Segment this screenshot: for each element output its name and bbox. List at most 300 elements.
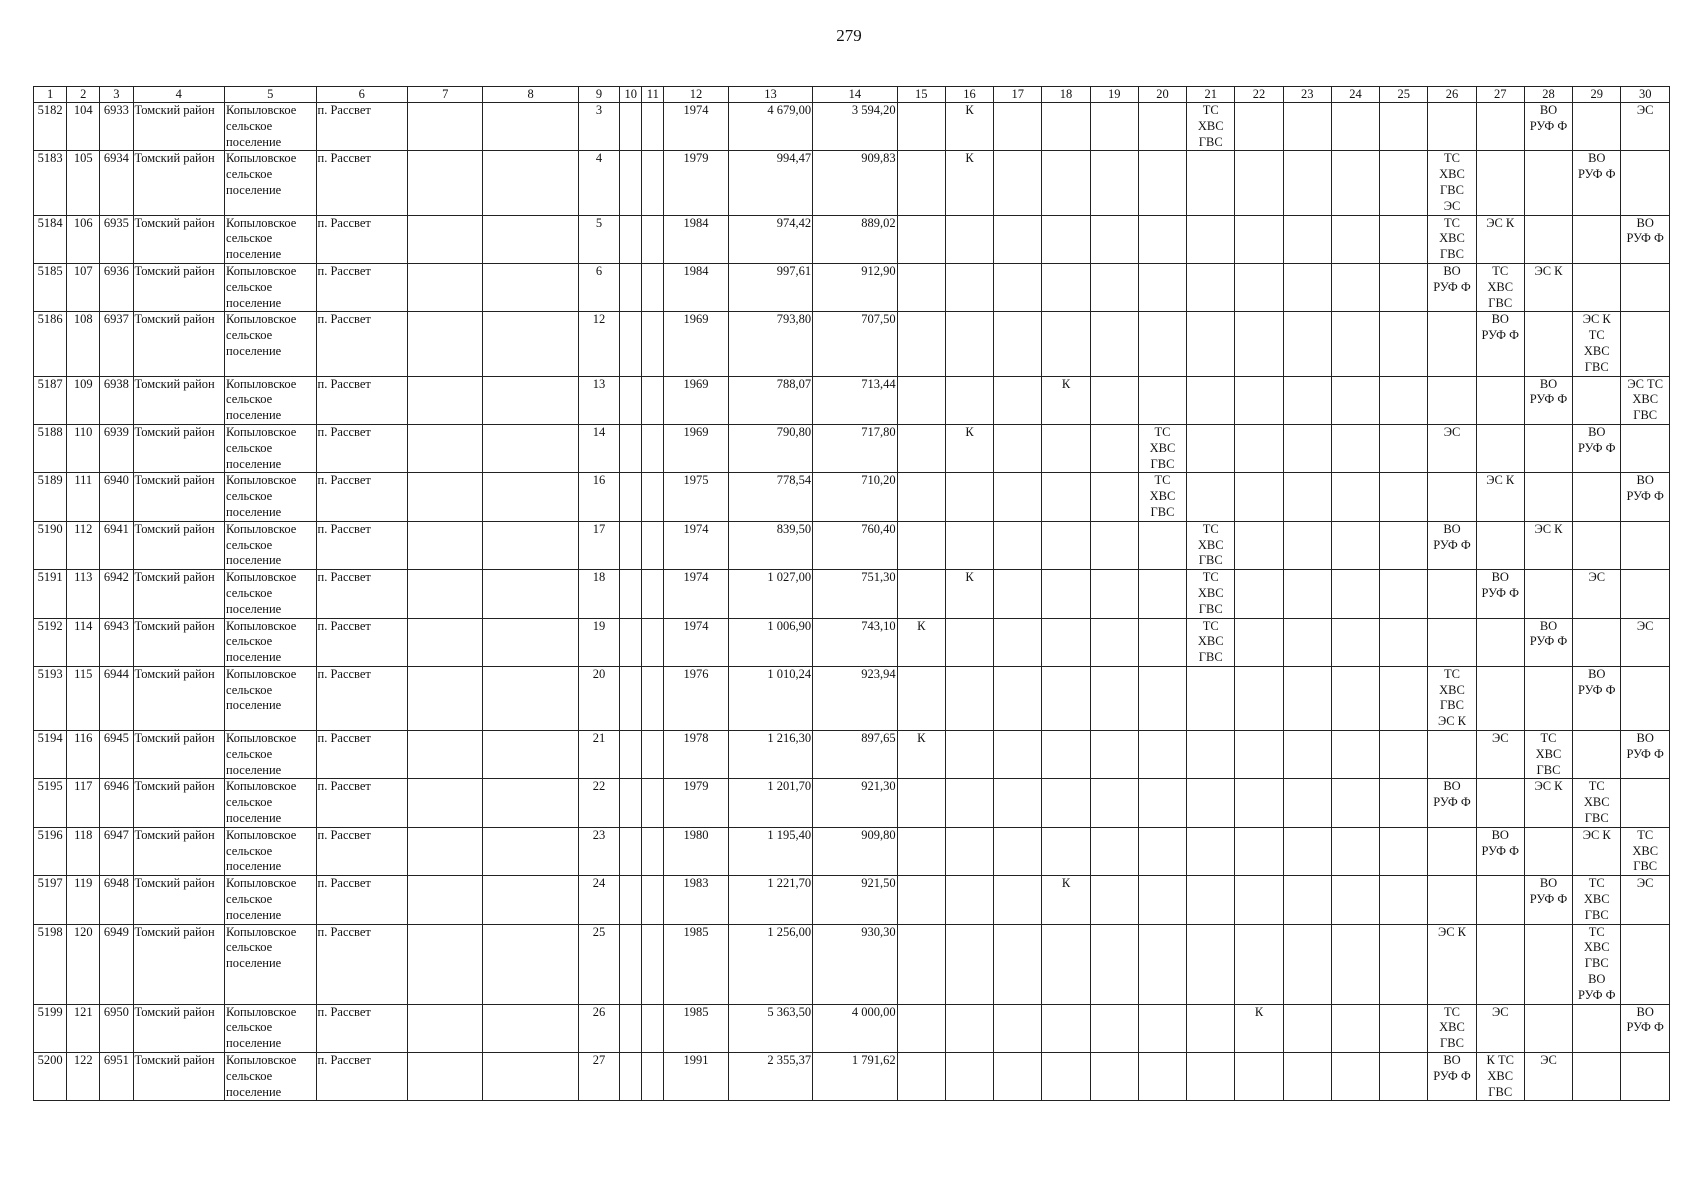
living-area-cell: 1 791,62 bbox=[813, 1053, 897, 1101]
work-col-27-cell bbox=[1476, 924, 1524, 1004]
work-col-18-cell bbox=[1042, 103, 1090, 151]
living-area-cell: 743,10 bbox=[813, 618, 897, 666]
column-header-17: 17 bbox=[994, 87, 1042, 103]
work-col-15-cell bbox=[897, 570, 945, 618]
work-col-24-cell bbox=[1331, 779, 1379, 827]
col-8-cell bbox=[483, 1004, 579, 1052]
work-col-17-cell bbox=[994, 779, 1042, 827]
table-body bbox=[34, 103, 1670, 1101]
record-number: 5196 bbox=[34, 827, 67, 875]
work-col-23-cell bbox=[1283, 424, 1331, 472]
col-7-cell bbox=[408, 215, 483, 263]
work-col-22-cell bbox=[1235, 731, 1283, 779]
work-col-27-cell bbox=[1476, 151, 1524, 215]
work-col-16-cell bbox=[945, 376, 993, 424]
work-col-18-cell: К bbox=[1042, 876, 1090, 924]
col-8-cell bbox=[483, 521, 579, 569]
column-header-23: 23 bbox=[1283, 87, 1331, 103]
local-number: 116 bbox=[67, 731, 100, 779]
work-col-22-cell bbox=[1235, 666, 1283, 730]
locality-cell: п. Рассвет bbox=[316, 103, 408, 151]
locality-cell: п. Рассвет bbox=[316, 779, 408, 827]
col-7-cell bbox=[408, 570, 483, 618]
work-col-17-cell bbox=[994, 876, 1042, 924]
work-col-16-cell: К bbox=[945, 103, 993, 151]
col-8-cell bbox=[483, 473, 579, 521]
work-col-29-cell: ЭС bbox=[1573, 570, 1621, 618]
work-col-20-cell bbox=[1138, 1004, 1186, 1052]
work-col-23-cell bbox=[1283, 263, 1331, 311]
work-col-19-cell bbox=[1090, 424, 1138, 472]
registry-number: 6946 bbox=[100, 779, 133, 827]
record-number: 5197 bbox=[34, 876, 67, 924]
work-col-28-cell bbox=[1524, 1004, 1572, 1052]
col-10-cell bbox=[620, 473, 642, 521]
local-number: 119 bbox=[67, 876, 100, 924]
local-number: 122 bbox=[67, 1053, 100, 1101]
work-col-30-cell bbox=[1621, 666, 1670, 730]
registry-number: 6945 bbox=[100, 731, 133, 779]
work-col-30-cell bbox=[1621, 151, 1670, 215]
work-col-25-cell bbox=[1380, 731, 1428, 779]
work-col-25-cell bbox=[1380, 424, 1428, 472]
work-col-21-cell: ТС ХВС ГВС bbox=[1187, 521, 1235, 569]
registry-number: 6943 bbox=[100, 618, 133, 666]
col-8-cell bbox=[483, 1053, 579, 1101]
col-7-cell bbox=[408, 1004, 483, 1052]
work-col-26-cell: ВО РУФ Ф bbox=[1428, 1053, 1476, 1101]
district-cell: Томский район bbox=[133, 1053, 225, 1101]
work-col-26-cell: ТС ХВС ГВС ЭС К bbox=[1428, 666, 1476, 730]
work-col-17-cell bbox=[994, 731, 1042, 779]
work-col-22-cell bbox=[1235, 376, 1283, 424]
work-col-16-cell bbox=[945, 779, 993, 827]
work-col-22-cell bbox=[1235, 424, 1283, 472]
work-col-25-cell bbox=[1380, 376, 1428, 424]
work-col-18-cell bbox=[1042, 312, 1090, 376]
locality-cell: п. Рассвет bbox=[316, 876, 408, 924]
work-col-21-cell bbox=[1187, 876, 1235, 924]
table-row bbox=[34, 151, 1670, 215]
registry-number: 6948 bbox=[100, 876, 133, 924]
work-col-20-cell bbox=[1138, 924, 1186, 1004]
work-col-29-cell: ТС ХВС ГВС ВО РУФ Ф bbox=[1573, 924, 1621, 1004]
work-col-22-cell bbox=[1235, 263, 1283, 311]
work-col-23-cell bbox=[1283, 666, 1331, 730]
work-col-27-cell bbox=[1476, 779, 1524, 827]
col-11-cell bbox=[642, 570, 664, 618]
column-header-2: 2 bbox=[67, 87, 100, 103]
work-col-23-cell bbox=[1283, 618, 1331, 666]
record-number: 5191 bbox=[34, 570, 67, 618]
col-7-cell bbox=[408, 731, 483, 779]
work-col-17-cell bbox=[994, 618, 1042, 666]
work-col-21-cell bbox=[1187, 1053, 1235, 1101]
work-col-20-cell bbox=[1138, 103, 1186, 151]
work-col-25-cell bbox=[1380, 151, 1428, 215]
work-col-15-cell bbox=[897, 779, 945, 827]
table-row bbox=[34, 1053, 1670, 1101]
registry-number: 6933 bbox=[100, 103, 133, 151]
work-col-26-cell: ВО РУФ Ф bbox=[1428, 779, 1476, 827]
col-11-cell bbox=[642, 876, 664, 924]
work-col-24-cell bbox=[1331, 376, 1379, 424]
work-col-19-cell bbox=[1090, 103, 1138, 151]
work-col-29-cell bbox=[1573, 263, 1621, 311]
col-8-cell bbox=[483, 924, 579, 1004]
settlement-cell: Копыловское сельское поселение bbox=[225, 376, 317, 424]
record-number: 5185 bbox=[34, 263, 67, 311]
house-number-cell: 27 bbox=[578, 1053, 619, 1101]
locality-cell: п. Рассвет bbox=[316, 1053, 408, 1101]
work-col-19-cell bbox=[1090, 731, 1138, 779]
work-col-29-cell: ВО РУФ Ф bbox=[1573, 151, 1621, 215]
locality-cell: п. Рассвет bbox=[316, 827, 408, 875]
work-col-18-cell bbox=[1042, 473, 1090, 521]
house-number-cell: 19 bbox=[578, 618, 619, 666]
work-col-22-cell bbox=[1235, 473, 1283, 521]
work-col-17-cell bbox=[994, 424, 1042, 472]
living-area-cell: 921,30 bbox=[813, 779, 897, 827]
house-number-cell: 5 bbox=[578, 215, 619, 263]
living-area-cell: 921,50 bbox=[813, 876, 897, 924]
district-cell: Томский район bbox=[133, 570, 225, 618]
work-col-21-cell bbox=[1187, 779, 1235, 827]
work-col-21-cell bbox=[1187, 473, 1235, 521]
col-7-cell bbox=[408, 263, 483, 311]
work-col-25-cell bbox=[1380, 779, 1428, 827]
locality-cell: п. Рассвет bbox=[316, 924, 408, 1004]
year-cell: 1975 bbox=[664, 473, 728, 521]
total-area-cell: 788,07 bbox=[728, 376, 812, 424]
work-col-16-cell bbox=[945, 312, 993, 376]
year-cell: 1974 bbox=[664, 103, 728, 151]
work-col-23-cell bbox=[1283, 376, 1331, 424]
work-col-30-cell: ВО РУФ Ф bbox=[1621, 731, 1670, 779]
work-col-27-cell bbox=[1476, 618, 1524, 666]
column-header-8: 8 bbox=[483, 87, 579, 103]
work-col-17-cell bbox=[994, 263, 1042, 311]
work-col-22-cell bbox=[1235, 779, 1283, 827]
work-col-17-cell bbox=[994, 473, 1042, 521]
year-cell: 1978 bbox=[664, 731, 728, 779]
work-col-15-cell: К bbox=[897, 618, 945, 666]
work-col-26-cell: ТС ХВС ГВС bbox=[1428, 1004, 1476, 1052]
col-10-cell bbox=[620, 1004, 642, 1052]
locality-cell: п. Рассвет bbox=[316, 376, 408, 424]
local-number: 112 bbox=[67, 521, 100, 569]
settlement-cell: Копыловское сельское поселение bbox=[225, 666, 317, 730]
work-col-23-cell bbox=[1283, 103, 1331, 151]
work-col-17-cell bbox=[994, 666, 1042, 730]
col-11-cell bbox=[642, 827, 664, 875]
col-11-cell bbox=[642, 215, 664, 263]
living-area-cell: 923,94 bbox=[813, 666, 897, 730]
work-col-29-cell: ТС ХВС ГВС bbox=[1573, 876, 1621, 924]
work-col-28-cell: ВО РУФ Ф bbox=[1524, 618, 1572, 666]
settlement-cell: Копыловское сельское поселение bbox=[225, 263, 317, 311]
local-number: 107 bbox=[67, 263, 100, 311]
local-number: 110 bbox=[67, 424, 100, 472]
work-col-19-cell bbox=[1090, 376, 1138, 424]
col-10-cell bbox=[620, 827, 642, 875]
work-col-25-cell bbox=[1380, 521, 1428, 569]
work-col-29-cell bbox=[1573, 1004, 1621, 1052]
locality-cell: п. Рассвет bbox=[316, 1004, 408, 1052]
work-col-30-cell: ВО РУФ Ф bbox=[1621, 215, 1670, 263]
house-number-cell: 21 bbox=[578, 731, 619, 779]
work-col-16-cell bbox=[945, 666, 993, 730]
work-col-16-cell bbox=[945, 731, 993, 779]
local-number: 109 bbox=[67, 376, 100, 424]
work-col-21-cell bbox=[1187, 263, 1235, 311]
settlement-cell: Копыловское сельское поселение bbox=[225, 521, 317, 569]
table-row bbox=[34, 376, 1670, 424]
registry-number: 6947 bbox=[100, 827, 133, 875]
col-11-cell bbox=[642, 779, 664, 827]
work-col-26-cell bbox=[1428, 312, 1476, 376]
work-col-19-cell bbox=[1090, 521, 1138, 569]
work-col-26-cell: ЭС bbox=[1428, 424, 1476, 472]
registry-number: 6951 bbox=[100, 1053, 133, 1101]
record-number: 5192 bbox=[34, 618, 67, 666]
registry-number: 6938 bbox=[100, 376, 133, 424]
work-col-21-cell bbox=[1187, 666, 1235, 730]
work-col-19-cell bbox=[1090, 924, 1138, 1004]
col-11-cell bbox=[642, 618, 664, 666]
work-col-24-cell bbox=[1331, 876, 1379, 924]
work-col-15-cell bbox=[897, 924, 945, 1004]
work-col-15-cell bbox=[897, 103, 945, 151]
col-7-cell bbox=[408, 876, 483, 924]
work-col-20-cell bbox=[1138, 215, 1186, 263]
work-col-29-cell bbox=[1573, 215, 1621, 263]
work-col-24-cell bbox=[1331, 215, 1379, 263]
work-col-24-cell bbox=[1331, 1053, 1379, 1101]
work-col-30-cell bbox=[1621, 924, 1670, 1004]
district-cell: Томский район bbox=[133, 779, 225, 827]
work-col-30-cell bbox=[1621, 263, 1670, 311]
work-col-29-cell: ВО РУФ Ф bbox=[1573, 424, 1621, 472]
col-11-cell bbox=[642, 151, 664, 215]
work-col-18-cell bbox=[1042, 618, 1090, 666]
registry-number: 6937 bbox=[100, 312, 133, 376]
table-row bbox=[34, 666, 1670, 730]
work-col-25-cell bbox=[1380, 1004, 1428, 1052]
total-area-cell: 790,80 bbox=[728, 424, 812, 472]
col-8-cell bbox=[483, 618, 579, 666]
work-col-20-cell bbox=[1138, 618, 1186, 666]
registry-number: 6936 bbox=[100, 263, 133, 311]
work-col-26-cell: ТС ХВС ГВС ЭС bbox=[1428, 151, 1476, 215]
record-number: 5189 bbox=[34, 473, 67, 521]
column-header-18: 18 bbox=[1042, 87, 1090, 103]
district-cell: Томский район bbox=[133, 263, 225, 311]
work-col-26-cell bbox=[1428, 570, 1476, 618]
work-col-28-cell bbox=[1524, 215, 1572, 263]
work-col-20-cell bbox=[1138, 666, 1186, 730]
work-col-27-cell: ЭС bbox=[1476, 1004, 1524, 1052]
col-8-cell bbox=[483, 263, 579, 311]
work-col-22-cell bbox=[1235, 570, 1283, 618]
column-header-16: 16 bbox=[945, 87, 993, 103]
work-col-17-cell bbox=[994, 376, 1042, 424]
work-col-27-cell: К ТС ХВС ГВС bbox=[1476, 1053, 1524, 1101]
col-7-cell bbox=[408, 103, 483, 151]
table-row bbox=[34, 103, 1670, 151]
work-col-26-cell bbox=[1428, 618, 1476, 666]
work-col-29-cell bbox=[1573, 1053, 1621, 1101]
work-col-23-cell bbox=[1283, 827, 1331, 875]
col-8-cell bbox=[483, 103, 579, 151]
work-col-16-cell bbox=[945, 1053, 993, 1101]
settlement-cell: Копыловское сельское поселение bbox=[225, 473, 317, 521]
district-cell: Томский район bbox=[133, 924, 225, 1004]
col-10-cell bbox=[620, 1053, 642, 1101]
total-area-cell: 793,80 bbox=[728, 312, 812, 376]
work-col-20-cell bbox=[1138, 731, 1186, 779]
column-header-22: 22 bbox=[1235, 87, 1283, 103]
work-col-24-cell bbox=[1331, 1004, 1379, 1052]
work-col-28-cell: ВО РУФ Ф bbox=[1524, 876, 1572, 924]
work-col-15-cell bbox=[897, 827, 945, 875]
year-cell: 1980 bbox=[664, 827, 728, 875]
column-header-30: 30 bbox=[1621, 87, 1670, 103]
work-col-19-cell bbox=[1090, 263, 1138, 311]
column-header-24: 24 bbox=[1331, 87, 1379, 103]
work-col-18-cell bbox=[1042, 263, 1090, 311]
work-col-29-cell bbox=[1573, 618, 1621, 666]
work-col-18-cell bbox=[1042, 424, 1090, 472]
work-col-25-cell bbox=[1380, 103, 1428, 151]
settlement-cell: Копыловское сельское поселение bbox=[225, 618, 317, 666]
locality-cell: п. Рассвет bbox=[316, 731, 408, 779]
locality-cell: п. Рассвет bbox=[316, 151, 408, 215]
column-header-6: 6 bbox=[316, 87, 408, 103]
record-number: 5194 bbox=[34, 731, 67, 779]
work-col-25-cell bbox=[1380, 876, 1428, 924]
local-number: 121 bbox=[67, 1004, 100, 1052]
col-7-cell bbox=[408, 924, 483, 1004]
district-cell: Томский район bbox=[133, 666, 225, 730]
work-col-30-cell: ЭС bbox=[1621, 618, 1670, 666]
local-number: 111 bbox=[67, 473, 100, 521]
work-col-28-cell bbox=[1524, 473, 1572, 521]
table-row bbox=[34, 827, 1670, 875]
work-col-19-cell bbox=[1090, 570, 1138, 618]
work-col-30-cell bbox=[1621, 521, 1670, 569]
work-col-27-cell: ЭС К bbox=[1476, 215, 1524, 263]
locality-cell: п. Рассвет bbox=[316, 666, 408, 730]
work-col-24-cell bbox=[1331, 473, 1379, 521]
work-col-16-cell bbox=[945, 876, 993, 924]
work-col-17-cell bbox=[994, 924, 1042, 1004]
local-number: 104 bbox=[67, 103, 100, 151]
registry-number: 6942 bbox=[100, 570, 133, 618]
house-number-cell: 20 bbox=[578, 666, 619, 730]
work-col-21-cell: ТС ХВС ГВС bbox=[1187, 618, 1235, 666]
work-col-22-cell bbox=[1235, 215, 1283, 263]
work-col-23-cell bbox=[1283, 1004, 1331, 1052]
work-col-18-cell bbox=[1042, 521, 1090, 569]
year-cell: 1974 bbox=[664, 521, 728, 569]
work-col-20-cell: ТС ХВС ГВС bbox=[1138, 473, 1186, 521]
work-col-30-cell bbox=[1621, 779, 1670, 827]
work-col-19-cell bbox=[1090, 827, 1138, 875]
page-number: 279 bbox=[836, 26, 862, 45]
work-col-21-cell bbox=[1187, 376, 1235, 424]
record-number: 5186 bbox=[34, 312, 67, 376]
work-col-26-cell: ВО РУФ Ф bbox=[1428, 263, 1476, 311]
work-col-22-cell bbox=[1235, 827, 1283, 875]
house-number-cell: 3 bbox=[578, 103, 619, 151]
work-col-19-cell bbox=[1090, 473, 1138, 521]
settlement-cell: Копыловское сельское поселение bbox=[225, 924, 317, 1004]
work-col-26-cell bbox=[1428, 876, 1476, 924]
district-cell: Томский район bbox=[133, 424, 225, 472]
total-area-cell: 1 027,00 bbox=[728, 570, 812, 618]
work-col-26-cell: ЭС К bbox=[1428, 924, 1476, 1004]
settlement-cell: Копыловское сельское поселение bbox=[225, 1004, 317, 1052]
work-col-29-cell bbox=[1573, 103, 1621, 151]
work-col-27-cell bbox=[1476, 521, 1524, 569]
work-col-26-cell bbox=[1428, 103, 1476, 151]
table-row bbox=[34, 473, 1670, 521]
work-col-27-cell: ВО РУФ Ф bbox=[1476, 570, 1524, 618]
column-header-7: 7 bbox=[408, 87, 483, 103]
col-8-cell bbox=[483, 424, 579, 472]
work-col-25-cell bbox=[1380, 924, 1428, 1004]
total-area-cell: 839,50 bbox=[728, 521, 812, 569]
work-col-15-cell: К bbox=[897, 731, 945, 779]
col-10-cell bbox=[620, 570, 642, 618]
living-area-cell: 4 000,00 bbox=[813, 1004, 897, 1052]
col-7-cell bbox=[408, 312, 483, 376]
settlement-cell: Копыловское сельское поселение bbox=[225, 151, 317, 215]
work-col-28-cell bbox=[1524, 924, 1572, 1004]
col-8-cell bbox=[483, 666, 579, 730]
work-col-15-cell bbox=[897, 666, 945, 730]
record-number: 5195 bbox=[34, 779, 67, 827]
living-area-cell: 751,30 bbox=[813, 570, 897, 618]
house-number-cell: 14 bbox=[578, 424, 619, 472]
work-col-23-cell bbox=[1283, 312, 1331, 376]
col-7-cell bbox=[408, 666, 483, 730]
col-7-cell bbox=[408, 151, 483, 215]
work-col-24-cell bbox=[1331, 570, 1379, 618]
work-col-17-cell bbox=[994, 521, 1042, 569]
work-col-30-cell bbox=[1621, 570, 1670, 618]
district-cell: Томский район bbox=[133, 876, 225, 924]
column-number-header-row bbox=[34, 87, 1670, 103]
work-col-16-cell bbox=[945, 827, 993, 875]
total-area-cell: 994,47 bbox=[728, 151, 812, 215]
total-area-cell: 1 221,70 bbox=[728, 876, 812, 924]
settlement-cell: Копыловское сельское поселение bbox=[225, 570, 317, 618]
work-col-15-cell bbox=[897, 424, 945, 472]
local-number: 108 bbox=[67, 312, 100, 376]
year-cell: 1985 bbox=[664, 924, 728, 1004]
work-col-25-cell bbox=[1380, 827, 1428, 875]
work-col-15-cell bbox=[897, 312, 945, 376]
work-col-22-cell bbox=[1235, 618, 1283, 666]
year-cell: 1976 bbox=[664, 666, 728, 730]
column-header-26: 26 bbox=[1428, 87, 1476, 103]
work-col-19-cell bbox=[1090, 876, 1138, 924]
district-cell: Томский район bbox=[133, 1004, 225, 1052]
work-col-17-cell bbox=[994, 570, 1042, 618]
work-col-21-cell bbox=[1187, 424, 1235, 472]
